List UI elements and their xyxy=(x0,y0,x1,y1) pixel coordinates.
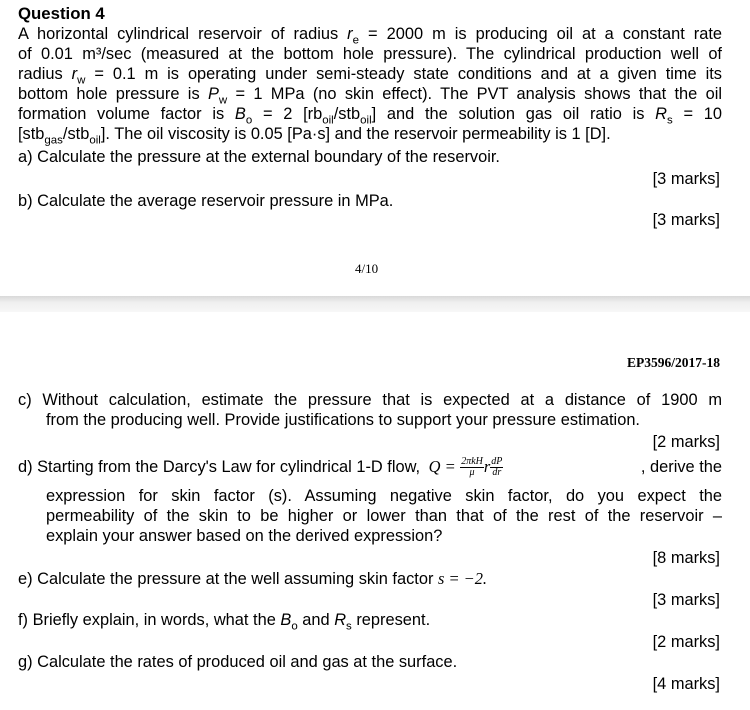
part-c-line-1: c) Without calculation, estimate the pressure that is expected at a distance of 1900 m xyxy=(18,391,722,409)
exam-page-5 xyxy=(0,312,750,710)
darcy-fraction-1: $\frac{\text{2πkH}}{\mu}$ xyxy=(461,456,483,479)
part-a-text: a) Calculate the pressure at the external boundary of the reservoir. xyxy=(18,148,500,166)
part-a-marks: [3 marks] xyxy=(652,170,720,188)
part-d-line-2: expression for skin factor (s). Assuming negative skin factor, do you expect the xyxy=(46,487,722,505)
question-heading: Question 4 xyxy=(18,4,105,23)
part-d-line-3: permeability of the skin to be higher or lower than that of the rest of the reservoir – xyxy=(46,507,722,525)
intro-line-6: [stb$_{gas}$/stb$_{oil}$]. The oil viscosity is 0.05 [Pa·s] and the reservoir permeability is 1 [D]. xyxy=(18,125,611,147)
part-e-text: e) Calculate the pressure at the well assuming skin factor s = −2. xyxy=(18,569,487,588)
part-d-marks: [8 marks] xyxy=(652,549,720,567)
intro-line-2: of 0.01 m³/sec (measured at the bottom hole pressure). The cylindrical production well of xyxy=(18,45,722,63)
part-e-marks: [3 marks] xyxy=(652,591,720,609)
darcy-fraction-2: $\frac{dP}{dr}$ xyxy=(491,456,503,479)
part-d-line-1: d) Starting from the Darcy's Law for cylindrical 1-D flow, Q = $\frac{\text{2πkH}}{\mu}$ r $\frac{dP}{dr}$ , derive the xyxy=(18,456,722,479)
part-g-marks: [4 marks] xyxy=(652,675,720,693)
course-code: EP3596/2017-18 xyxy=(627,355,720,370)
exam-page-4 xyxy=(0,0,750,296)
part-b-marks: [3 marks] xyxy=(652,211,720,229)
part-c-marks: [2 marks] xyxy=(652,433,720,451)
page-separator xyxy=(0,296,750,312)
part-b-text: b) Calculate the average reservoir pressure in MPa. xyxy=(18,192,394,210)
intro-line-3: radius $r_w = 0.1$ m is operating under semi-steady state conditions and at a given time its xyxy=(18,65,722,87)
part-d-line-4: explain your answer based on the derived expression? xyxy=(46,527,443,545)
part-g-text: g) Calculate the rates of produced oil and gas at the surface. xyxy=(18,653,458,671)
intro-line-1: A horizontal cylindrical reservoir of radius $r_e = 2000$ m is producing oil at a constant rate xyxy=(18,25,723,47)
part-f-text: f) Briefly explain, in words, what the $B_o$ and $R_s$ represent. xyxy=(18,611,431,633)
part-c-line-2: from the producing well. Provide justifications to support your pressure estimation. xyxy=(46,411,640,429)
part-f-marks: [2 marks] xyxy=(652,633,720,651)
page-number: 4/10 xyxy=(355,261,379,276)
intro-line-5: formation volume factor is $B_o = 2$ $[rb_{oil}/stb_{oil}]$ and the solution gas oil ratio is $R_s = 10$ xyxy=(18,105,722,127)
intro-line-4: bottom hole pressure is $P_w = 1$ MPa (no skin effect). The PVT analysis shows that the oil xyxy=(18,85,722,107)
